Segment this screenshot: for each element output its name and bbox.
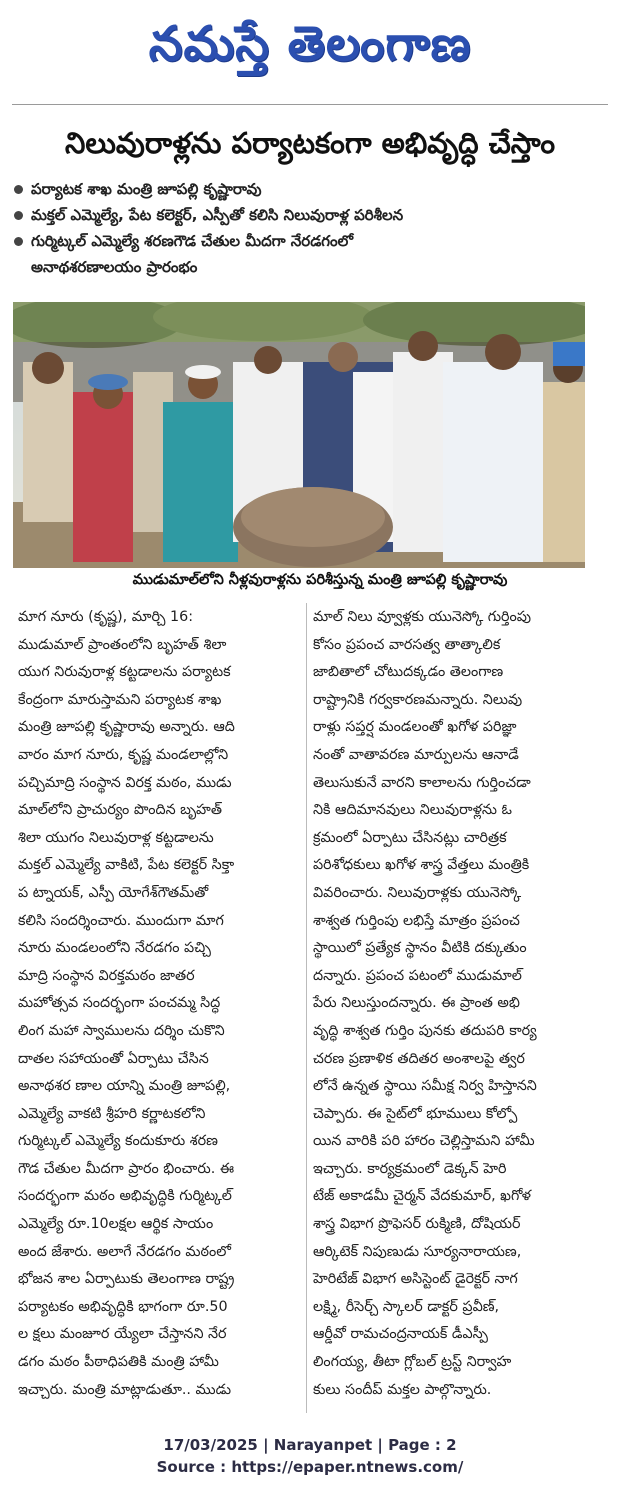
- text-line: వారం మాగ నూరు, కృష్ణ మండలాల్లోని: [18, 746, 229, 763]
- masthead-divider: [12, 104, 608, 105]
- text-line: ఆర్కిటెక్ నిపుణుడు సూర్యనారాయణ,: [313, 1243, 522, 1260]
- text-line: అంద జేశారు. అలాగే నేరడగం మఠంలో: [18, 1243, 231, 1260]
- bullet-dot-icon: [14, 211, 23, 220]
- text-line: నంతో వాతావరణ మార్పులను ఆనాడే: [313, 746, 519, 763]
- text-line: లక్ష్మి, రీసెర్చ్ స్కాలర్ డాక్టర్ ప్రవీణ్,: [313, 1298, 500, 1315]
- masthead: [0, 0, 620, 100]
- text-line: మాద్రి సంస్థాన విరక్తమఠం జాతర: [18, 967, 195, 984]
- text-line: సందర్భంగా మఠం అభివృద్ధికి గుర్మిట్కల్: [18, 1188, 232, 1205]
- text-line: టేజ్ అకాడమీ చైర్మన్ వేదకుమార్, ఖగోళ: [313, 1188, 532, 1205]
- text-line: పేరు నిలుస్తుందన్నారు. ఈ ప్రాంత అభి: [313, 995, 520, 1012]
- text-line: క్రమంలో ఏర్పాటు చేసినట్లు చారిత్రక: [313, 829, 507, 846]
- text-line: డగం మఠం పీఠాధిపతికి మంత్రి హామీ: [18, 1354, 219, 1371]
- text-line: అనాథశర ణాల యాన్ని మంత్రి జూపల్లి,: [18, 1078, 231, 1095]
- text-line: నికి ఆదిమానవులు నిలువురాళ్లను ఓ: [313, 802, 512, 819]
- article-headline: నిలువురాళ్లను పర్యాటకంగా అభివృద్ధి చేస్తాం: [64, 126, 556, 160]
- bullet-item-continued: అనాథశరణాలయం ప్రారంభం: [31, 258, 198, 276]
- text-line: ముడుమాల్ ప్రాంతంలోని బృహత్ శిలా: [18, 636, 227, 653]
- text-line: మక్తల్ ఎమ్మెల్యే వాకిటి, పేట కలెక్టర్ సిక్తా: [18, 857, 235, 874]
- footer-edition-info: 17/03/2025 | Narayanpet | Page : 2: [163, 1436, 457, 1454]
- text-line: కేంద్రంగా మారుస్తామని పర్యాటక శాఖ: [18, 691, 222, 708]
- text-line: వృద్ధి శాశ్వత గుర్తిం పునకు తదుపరి కార్య: [313, 1022, 537, 1039]
- column-divider: [306, 603, 307, 1413]
- text-line: మాగ నూరు (కృష్ణ), మార్చి 16:: [18, 609, 194, 625]
- text-line: ఎమ్మెల్యే వాకటి శ్రీహరి కర్ణాటకలోని: [18, 1105, 206, 1122]
- text-line: స్థాయిలో ప్రత్యేక స్థానం వీటికి దక్కుతుం: [313, 940, 527, 957]
- text-line: రాళ్లు సప్తర్ష మండలంతో ఖగోళ పరిజ్ఞా: [313, 719, 517, 736]
- text-line: లింగ మహా స్వాములను దర్శిం చుకొని: [18, 1022, 225, 1039]
- photo-illustration: [13, 302, 585, 568]
- text-line: మాల్ నిలు వ్వూళ్లకు యునెస్కో గుర్తింపు: [313, 609, 532, 625]
- text-line: గుర్మిట్కల్ ఎమ్మెల్యే కందుకూరు శరణ: [18, 1133, 218, 1150]
- text-line: కోసం ప్రపంచ వారసత్వ తాత్కాలిక: [313, 636, 501, 653]
- text-line: దన్నారు. ప్రపంచ పటంలో ముడుమాల్: [313, 967, 522, 984]
- text-line: యుగ నిరువురాళ్ల కట్టడాలను పర్యాటక: [18, 664, 231, 681]
- text-line: భోజన శాల ఏర్పాటుకు తెలంగాణ రాష్ట్ర: [18, 1271, 235, 1288]
- article-column-left: [18, 604, 304, 1404]
- text-line: పచ్చిమాద్రి సంస్థాన విరక్త మఠం, ముడు: [18, 774, 232, 791]
- text-line: దాతల సహాయంతో ఏర్పాటు చేసిన: [18, 1050, 209, 1067]
- text-line: చరణ ప్రణాళిక తదితర అంశాలపై త్వర: [313, 1050, 525, 1067]
- bullet-item: మక్తల్ ఎమ్మెల్యే, పేట కలెక్టర్, ఎస్పీతో కలిసి నిలువురాళ్ల పరిశీలన: [14, 202, 604, 228]
- text-line: గౌడ చేతుల మీదగా ప్రారం భించారు. ఈ: [18, 1160, 235, 1177]
- text-line: పరిశోధకులు ఖగోళ శాస్త్ర వేత్తలు మంత్రికి: [313, 857, 530, 874]
- text-line: రాష్ట్రానికి గర్వకారణమన్నారు. నిలువు: [313, 691, 523, 708]
- text-line: లింగయ్య, తీటా గ్లోబల్ ట్రస్ట్ నిర్వాహ: [313, 1354, 512, 1371]
- text-line: పర్యాటకం అభివృద్ధికి భాగంగా రూ.50: [18, 1298, 228, 1315]
- text-line: ప ట్నాయక్, ఎస్పీ యోగేశ్‌గౌతమ్‌తో: [18, 884, 209, 901]
- text-line: మాల్‌లోని ప్రాచుర్యం పొందిన బృహత్: [18, 802, 222, 819]
- text-line: ఇచ్చారు. మంత్రి మాట్లాడుతూ.. ముడు: [18, 1381, 232, 1398]
- text-line: వివరించారు. నిలువురాళ్లకు యునెస్కో: [313, 884, 522, 901]
- text-line: హెరిటేజ్ విభాగ అసిస్టెంట్ డైరెక్టర్ నాగ: [313, 1271, 518, 1288]
- text-line: చెప్పారు. ఈ సైట్‌లో భూములు కోల్పో: [313, 1105, 518, 1122]
- text-line: ఎమ్మెల్యే రూ.10లక్షల ఆర్థిక సాయం: [18, 1216, 214, 1233]
- footer-source: Source : https://epaper.ntnews.com/: [156, 1458, 464, 1476]
- article-column-right: [313, 604, 599, 1404]
- subheadline-bullets: [14, 176, 604, 280]
- text-line: నూరు మండలంలోని నేరడగం పచ్చి: [18, 940, 211, 957]
- text-line: తెలుసుకునే వారని కాలాలను గుర్తించడా: [313, 774, 531, 791]
- text-line: శాస్త్ర విభాగ ప్రొఫెసర్ రుక్మిణి, దోషియర్: [313, 1216, 521, 1233]
- text-line: జాబితాలో చోటుదక్కడం తెలంగాణ: [313, 664, 504, 681]
- bullet-dot-icon: [14, 237, 23, 246]
- text-line: కులు సందీప్ మక్తల పాల్గొన్నారు.: [313, 1381, 492, 1398]
- text-line: మంత్రి జూపల్లి కృష్ణారావు అన్నారు. ఆది: [18, 719, 235, 736]
- text-line: ఇచ్చారు. కార్యక్రమంలో డెక్కన్ హెరి: [313, 1160, 507, 1177]
- newspaper-name: నమస్తే తెలంగాణ: [148, 16, 472, 72]
- text-line: ఆర్డీవో రామచంద్రనాయక్ డీఎస్పీ: [313, 1326, 488, 1343]
- news-photo: [13, 302, 585, 568]
- text-line: యిన వారికి పరి హారం చెల్లిస్తామని హామీ: [313, 1133, 535, 1150]
- bullet-dot-icon: [14, 185, 23, 194]
- text-line: శాశ్వత గుర్తింపు లభిస్తే మాత్రం ప్రపంచ: [313, 912, 520, 929]
- text-line: లోనే ఉన్నత స్థాయి సమీక్ష నిర్వ హిస్తానని: [313, 1078, 537, 1095]
- bullet-item: గుర్మిట్కల్ ఎమ్మెల్యే శరణగౌడ చేతుల మీదగా నేరడగంలో: [14, 228, 604, 254]
- text-line: ల క్షలు మంజూర య్యేలా చేస్తానని నేర: [18, 1326, 227, 1343]
- bullet-item: పర్యాటక శాఖ మంత్రి జూపల్లి కృష్ణారావు: [14, 176, 604, 202]
- text-line: మహోత్సవ సందర్భంగా పంచమ్మ సిద్ధ: [18, 995, 221, 1012]
- text-line: కలిసి సందర్శించారు. ముందుగా మాగ: [18, 912, 224, 929]
- photo-caption: ముడుమాల్‌లోని నీళ్లవురాళ్లను పరిశీస్తున్న మంత్రి జూపల్లి కృష్ణారావు: [132, 572, 508, 588]
- text-line: శిలా యుగం నిలువురాళ్ల కట్టడాలను: [18, 829, 214, 846]
